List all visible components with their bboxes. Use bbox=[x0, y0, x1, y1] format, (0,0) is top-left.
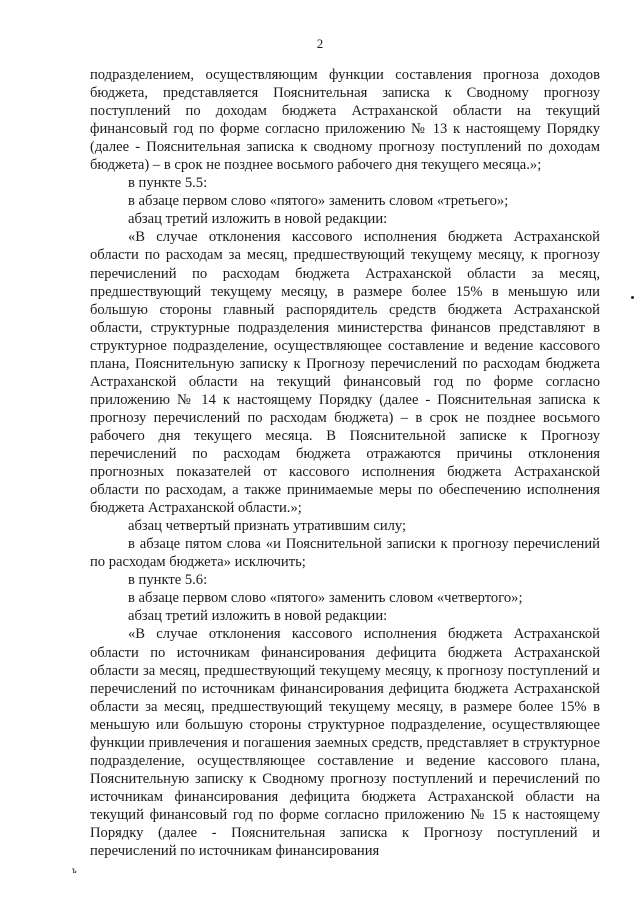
page-number: 2 bbox=[316, 36, 324, 51]
paragraph: в абзаце первом слово «пятого» заменить словом «третьего»; bbox=[128, 193, 509, 210]
paragraph-continuation: подразделением, осуществляющим функции составления прогноза доходов бюджета, представляется Пояснительная записка к Сводному прогнозу поступлений по доходам бюджета Астраханской области на текущий финансовый год по форме согласно приложению № 13 к настоящему Порядку (далее - Пояснительная записка к сводному прогнозу поступлений по доходам бюджета) – в срок не позднее восьмого рабочего дня текущего месяца.»; bbox=[90, 67, 600, 174]
paragraph: абзац третий изложить в новой редакции: bbox=[128, 608, 388, 625]
paragraph-quote-5-6: «В случае отклонения кассового исполнения бюджета Астраханской области по источникам финансирования дефицита бюджета Астраханской области за месяц, предшествующий текущему месяцу, к прогнозу поступлений и перечислений по источникам финансирования дефицита бюджета Астраханской области за месяц, предшествующий текущему месяцу, в размере более 15% в меньшую или большую стороны структурное подразделение, осуществляющее функции привлечения и погашения заемных средств, представляет в структурное подразделение, осуществляющее составление и ведение кассового плана, Пояснительную записку к Сводному прогнозу поступлений и перечислений по источникам финансирования дефицита бюджета Астраханской области на текущий финансовый год по форме согласно приложению № 15 к настоящему Порядку (далее - Пояснительная записка к Прогнозу поступлений и перечислений по источникам финансирования bbox=[90, 626, 600, 860]
paragraph: абзац третий изложить в новой редакции: bbox=[128, 211, 388, 228]
paragraph-item-5-6: в пункте 5.6: bbox=[128, 572, 208, 589]
scan-dot-mark bbox=[631, 296, 634, 299]
document-body bbox=[90, 66, 600, 860]
paragraph-quote-5-5: «В случае отклонения кассового исполнения бюджета Астраханской области по расходам за месяц, предшествующий текущему месяцу, к прогнозу перечислений по расходам бюджета Астраханской области за месяц, предшествующий текущему месяцу, в размере более 15% в меньшую или большую стороны главный распорядитель средств бюджета Астраханской области, структурные подразделения министерства финансов представляют в структурное подразделение, осуществляющее составление и ведение кассового плана, Пояснительную записку к Прогнозу перечислений по расходам бюджета Астраханской области на текущий финансовый год по форме согласно приложению № 14 к настоящему Порядку (далее - Пояснительная записка к прогнозу перечислений по расходам бюджета) – в срок не позднее восьмого рабочего дня текущего месяца. В Пояснительной записке к Прогнозу перечислений по расходам бюджета отражаются причины отклонения прогнозных показателей от кассового исполнения бюджета Астраханской области по расходам, а также принимаемые меры по обеспечению исполнения бюджета Астраханской области.»; bbox=[90, 229, 600, 517]
paragraph: в абзаце первом слово «пятого» заменить словом «четвертого»; bbox=[128, 590, 523, 607]
margin-mark: ъ bbox=[72, 865, 77, 875]
paragraph: абзац четвертый признать утратившим силу; bbox=[128, 518, 407, 535]
paragraph-item-5-5: в пункте 5.5: bbox=[128, 175, 208, 192]
paragraph: в абзаце пятом слова «и Пояснительной записки к прогнозу перечислений по расходам бюджета» исключить; bbox=[90, 536, 600, 571]
